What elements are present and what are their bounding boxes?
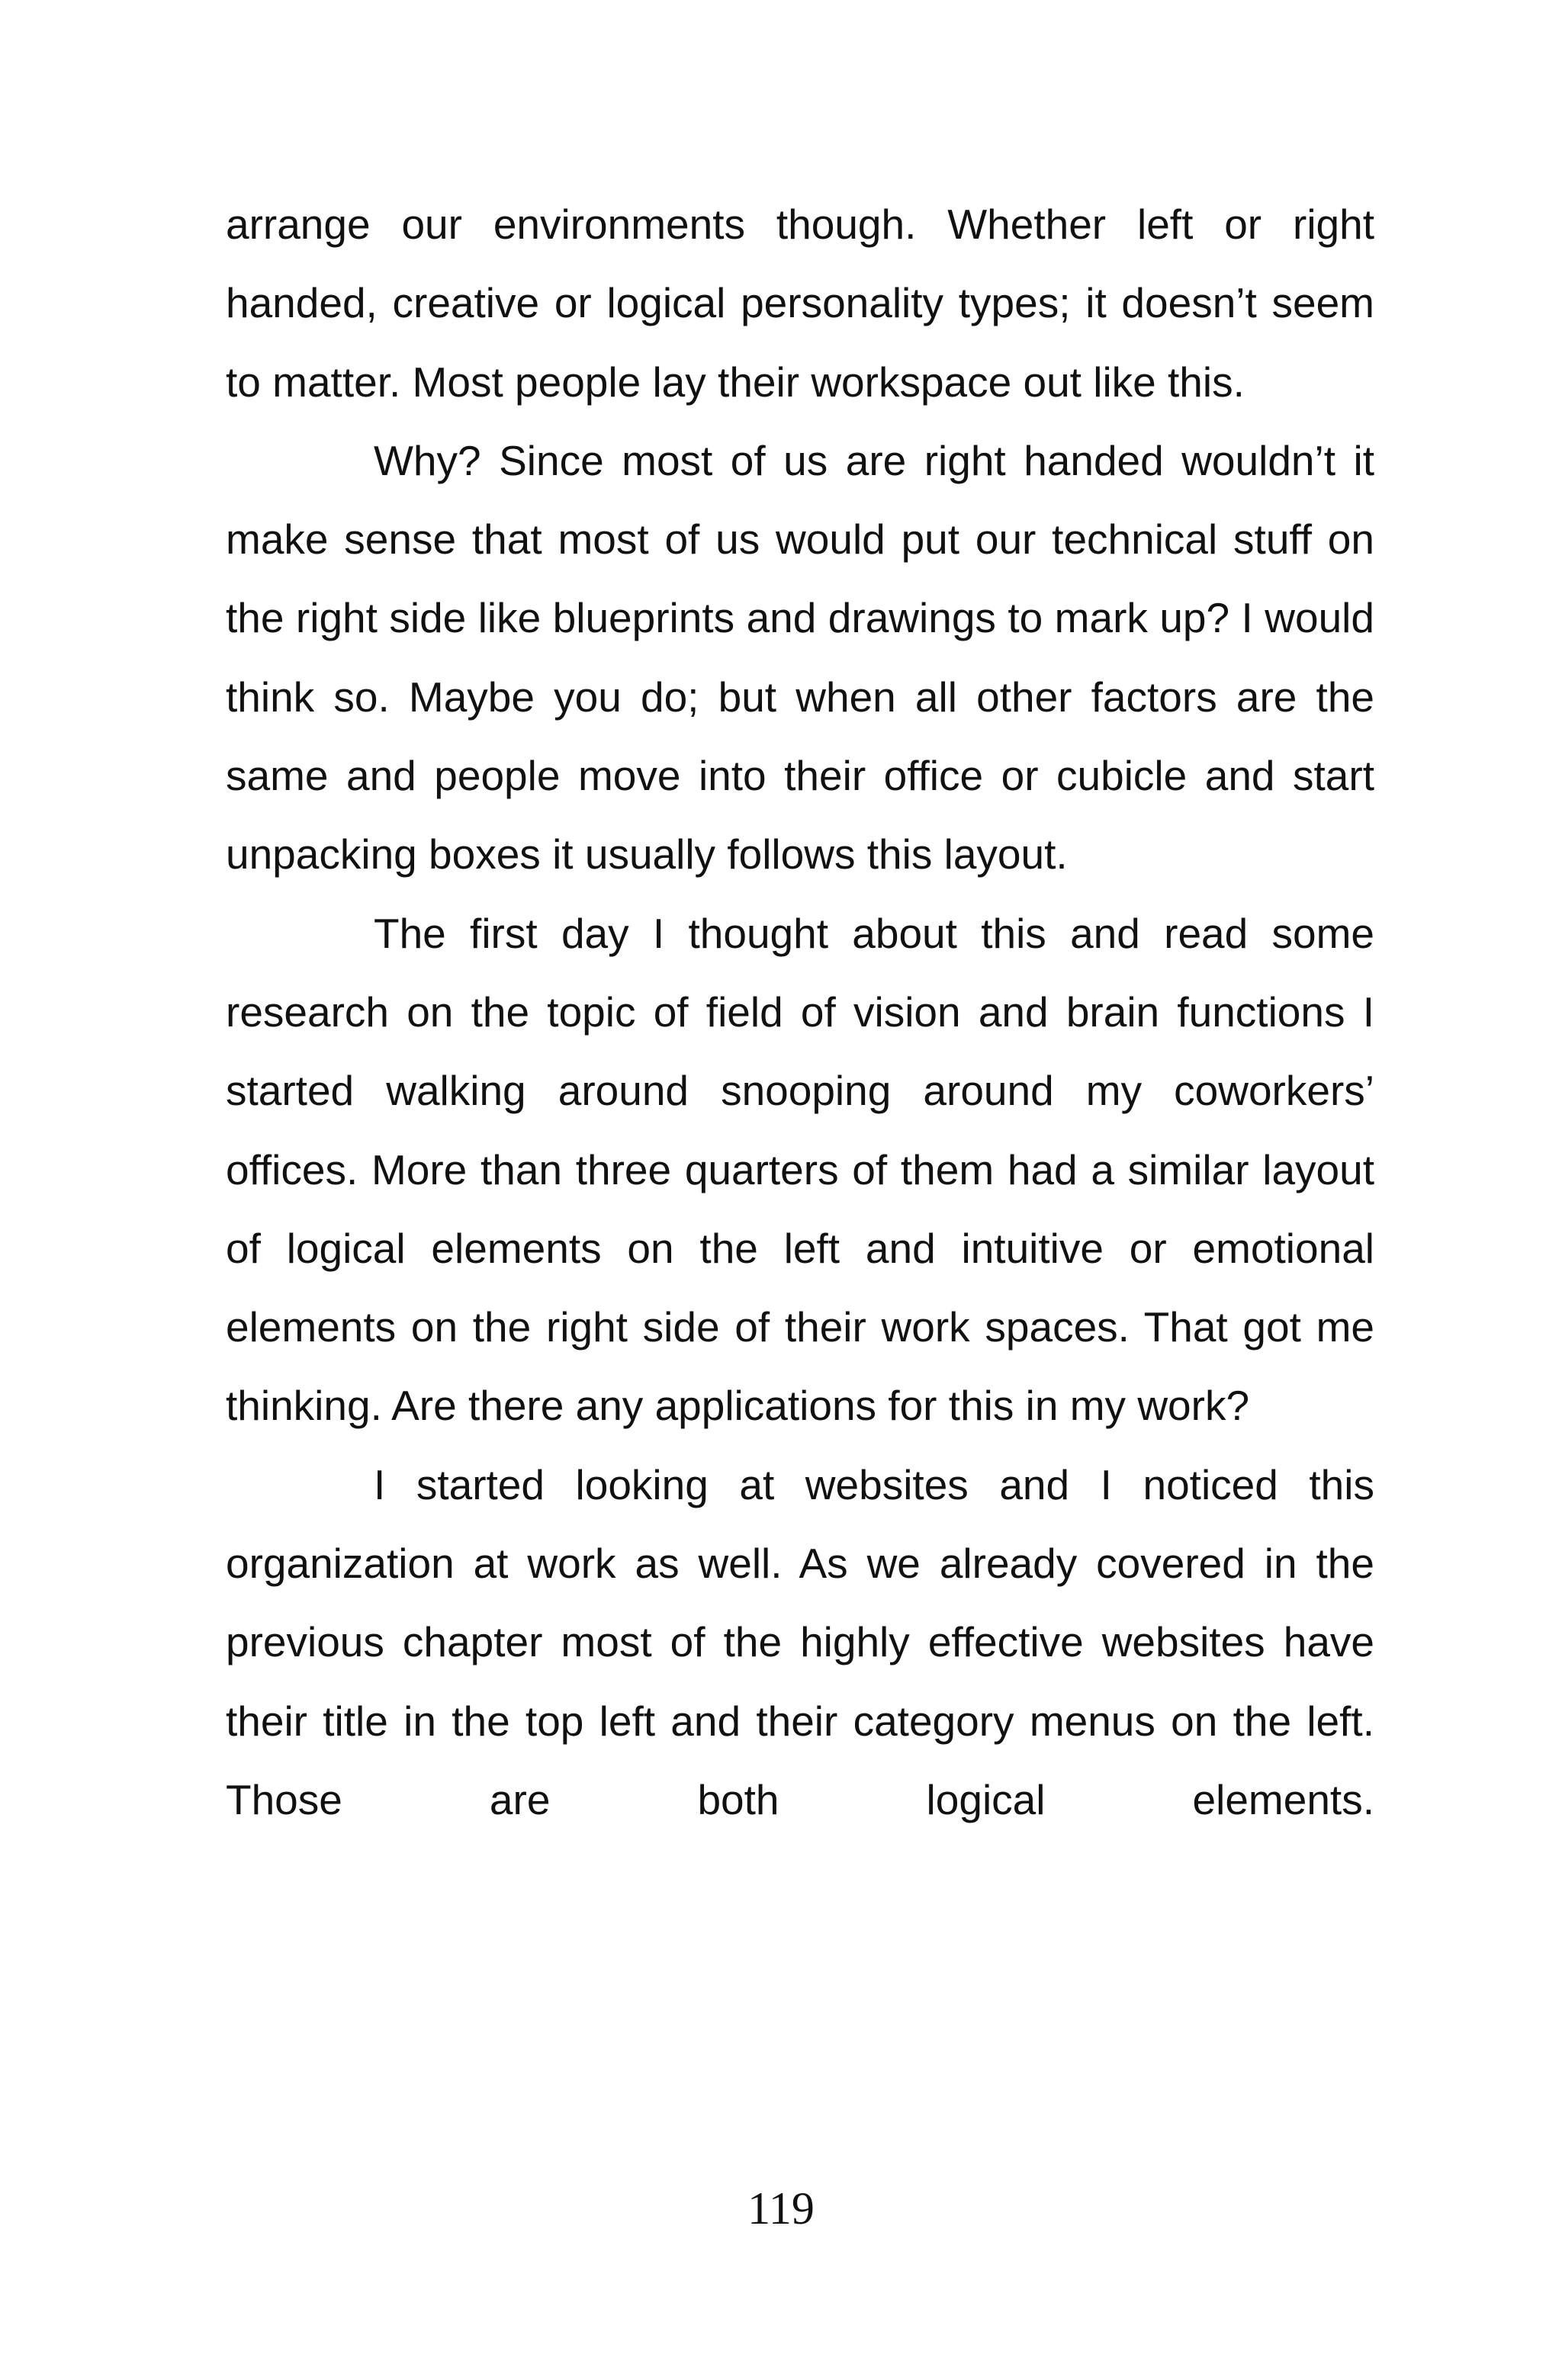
paragraph-4: I started looking at websites and I noticed this organization at work as well. As we already covered in the previous chapter most of the highly effective websites have their title in the top left and their category menus on the left. Those are both logical elements.	[226, 1460, 1374, 1823]
paragraph-1: arrange our environments though. Whether left or right handed, creative or logical personality types; it doesn’t seem to matter. Most people lay their workspace out like this.	[226, 201, 1374, 406]
paragraph-3: The first day I thought about this and read some research on the topic of field of vision and brain functions I started walking around snooping around my coworkers’ offices. More than three quarters of them had a similar layout of logical elements on the left and intuitive or emotional elements on the right side of their work spaces. That got me thinking. Are there any applications for this in my work?	[226, 909, 1374, 1430]
paragraph-2: Why? Since most of us are right handed wouldn’t it make sense that most of us would put our technical stuff on the right side like blueprints and drawings to mark up? I would think so. Maybe you do; but when all other factors are the same and people move into their office or cubicle and start unpacking boxes it usually follows this layout.	[226, 436, 1374, 878]
page-number: 119	[747, 2183, 815, 2234]
body-text	[226, 185, 1374, 1839]
